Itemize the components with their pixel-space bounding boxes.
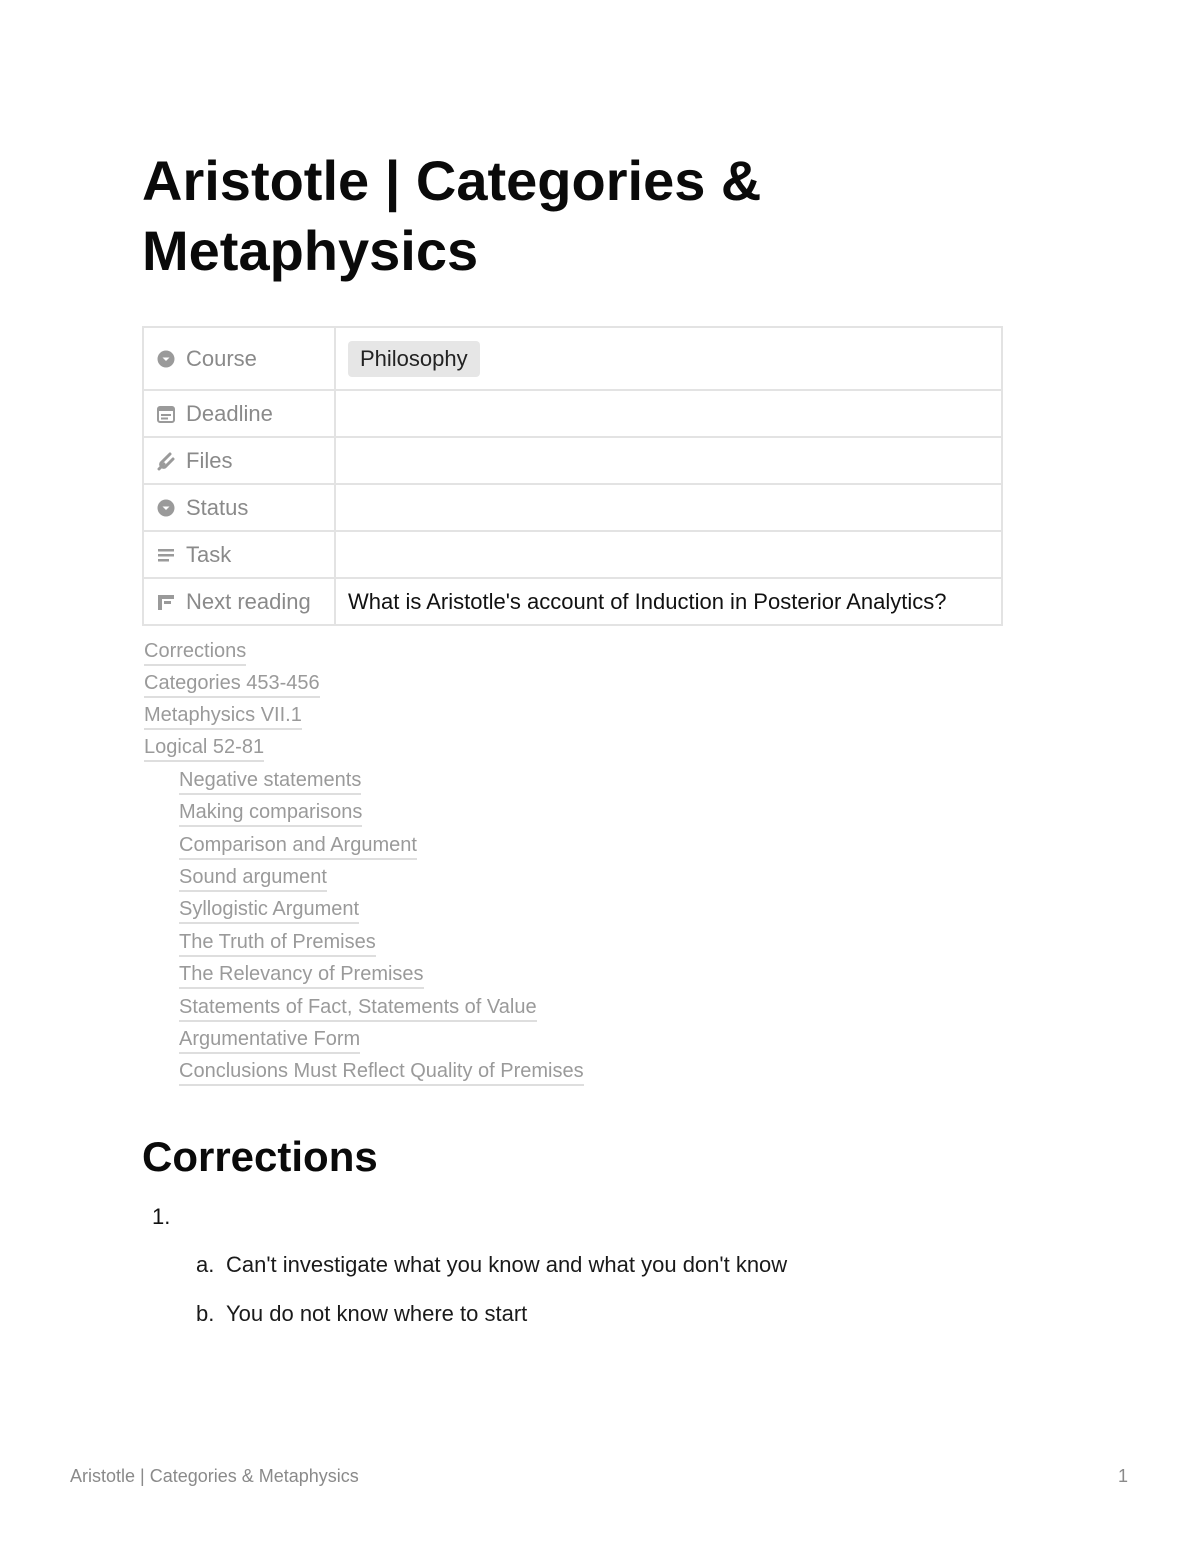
list-marker: b. xyxy=(196,1301,215,1326)
property-label: Status xyxy=(186,494,249,520)
property-key[interactable] xyxy=(143,484,335,531)
toc-link[interactable]: Negative statements xyxy=(179,768,361,795)
property-key[interactable] xyxy=(143,437,335,484)
property-label: Files xyxy=(186,447,233,473)
properties-table xyxy=(142,326,1003,626)
list-item xyxy=(196,1252,787,1278)
property-value[interactable] xyxy=(335,531,1002,578)
toc-link[interactable]: The Truth of Premises xyxy=(179,930,376,957)
toc-link[interactable]: Sound argument xyxy=(179,865,327,892)
toc-link[interactable]: Corrections xyxy=(144,639,246,666)
page-number: 1 xyxy=(1118,1466,1129,1486)
property-value[interactable]: What is Aristotle's account of Induction in Posterior Analytics? xyxy=(335,578,1002,625)
calendar-icon xyxy=(156,404,176,424)
property-row-course xyxy=(143,327,1002,390)
property-label: Next reading xyxy=(186,588,311,614)
list-marker: a. xyxy=(196,1252,215,1277)
list-item-text: You do not know where to start xyxy=(226,1301,528,1326)
toc-link[interactable]: Comparison and Argument xyxy=(179,833,417,860)
property-row-next-reading xyxy=(143,578,1002,625)
property-row-deadline xyxy=(143,390,1002,437)
page-title: Aristotle | Categories & Metaphysics xyxy=(142,149,762,282)
toc-link[interactable]: Argumentative Form xyxy=(179,1027,360,1054)
section-heading: Corrections xyxy=(142,1133,378,1180)
reading-flag-icon xyxy=(156,592,176,612)
toc-link[interactable]: Logical 52-81 xyxy=(144,735,264,762)
toc-link[interactable]: Making comparisons xyxy=(179,800,362,827)
text-lines-icon xyxy=(156,545,176,565)
property-label: Task xyxy=(186,541,232,567)
property-value[interactable] xyxy=(335,437,1002,484)
property-key[interactable] xyxy=(143,531,335,578)
property-value[interactable] xyxy=(335,484,1002,531)
toc-link[interactable]: Syllogistic Argument xyxy=(179,897,359,924)
property-label: Course xyxy=(186,345,257,371)
toc-link[interactable]: Statements of Fact, Statements of Value xyxy=(179,995,537,1022)
property-key[interactable] xyxy=(143,578,335,625)
toc-link[interactable]: The Relevancy of Premises xyxy=(179,962,424,989)
property-row-status xyxy=(143,484,1002,531)
property-value[interactable] xyxy=(335,327,1002,390)
footer-title: Aristotle | Categories & Metaphysics xyxy=(70,1466,359,1486)
paperclip-icon xyxy=(156,451,176,471)
list-item xyxy=(196,1301,527,1327)
select-icon xyxy=(156,349,176,369)
list-item-text: Can't investigate what you know and what you don't know xyxy=(226,1252,788,1277)
property-value[interactable] xyxy=(335,390,1002,437)
status-icon xyxy=(156,498,176,518)
property-label: Deadline xyxy=(186,400,273,426)
property-row-files xyxy=(143,437,1002,484)
property-key[interactable] xyxy=(143,390,335,437)
list-number: 1. xyxy=(152,1204,171,1229)
toc-link[interactable]: Metaphysics VII.1 xyxy=(144,703,302,730)
course-tag[interactable]: Philosophy xyxy=(348,341,480,377)
property-key[interactable] xyxy=(143,327,335,390)
property-row-task xyxy=(143,531,1002,578)
toc-link[interactable]: Conclusions Must Reflect Quality of Premises xyxy=(179,1059,584,1086)
toc-link[interactable]: Categories 453-456 xyxy=(144,671,320,698)
